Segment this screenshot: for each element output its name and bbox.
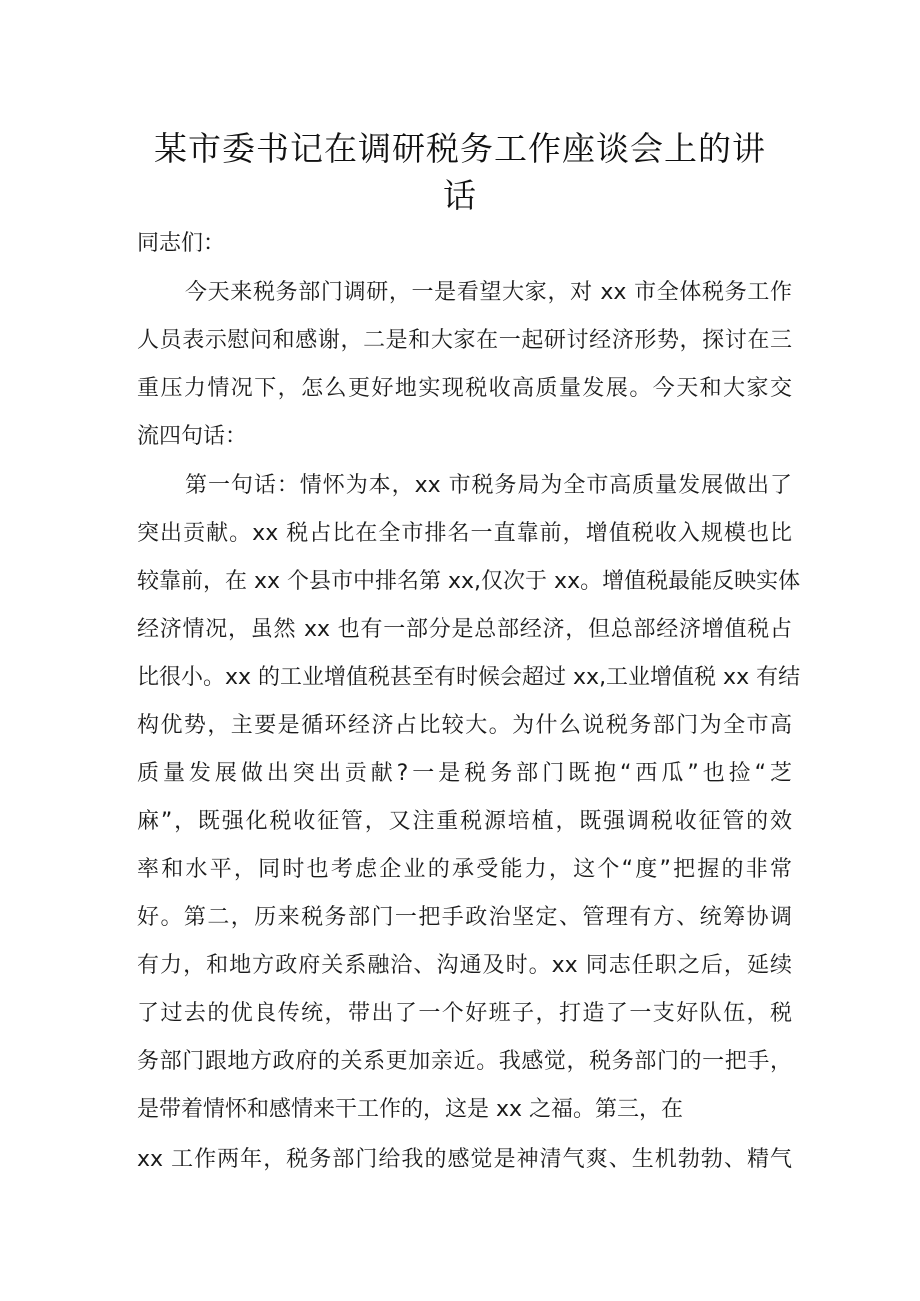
body-line: 今天来税务部门调研，一是看望大家，对 xx 市全体税务工作 [185,280,792,305]
body-line: 是带着情怀和感情来干工作的，这是 xx 之福。第三，在 [137,1097,684,1122]
document-title-line-2: 话 [443,176,477,215]
body-line: 质量发展做出突出贡献?一是税务部门既抱“西瓜”也捡“芝 [137,761,792,786]
body-line: 第一句话：情怀为本，xx 市税务局为全市高质量发展做出了 [185,473,792,498]
body-line: 麻”，既强化税收征管，又注重税源培植，既强调税收征管的效 [137,809,792,834]
document-title-line-1: 某市委书记在调研税务工作座谈会上的讲 [154,129,766,168]
body-line: 比很小。xx 的工业增值税甚至有时候会超过 xx,工业增值税 xx 有结 [137,665,801,690]
body-line: 有力，和地方政府关系融洽、沟通及时。xx 同志任职之后，延续 [137,953,792,978]
body-line: 较靠前，在 xx 个县市中排名第 xx,仅次于 xx。增值税最能反映实体 [137,569,801,594]
body-line: 人员表示慰问和感谢，二是和大家在一起研讨经济形势，探讨在三 [137,328,792,353]
body-line: 了过去的优良传统，带出了一个好班子，打造了一支好队伍，税 [137,1001,792,1026]
body-line: 好。第二，历来税务部门一把手政治坚定、管理有方、统筹协调 [137,905,792,930]
body-line: 重压力情况下，怎么更好地实现税收高质量发展。今天和大家交 [137,376,792,401]
body-line: 经济情况，虽然 xx 也有一部分是总部经济，但总部经济增值税占 [137,617,792,642]
body-line: 构优势，主要是循环经济占比较大。为什么说税务部门为全市高 [137,713,792,738]
body-line: 务部门跟地方政府的关系更加亲近。我感觉，税务部门的一把手， [137,1049,792,1074]
body-line: 率和水平，同时也考虑企业的承受能力，这个“度”把握的非常 [137,857,792,882]
body-line: 流四句话： [137,424,248,449]
body-line: 突出贡献。xx 税占比在全市排名一直靠前，增值税收入规模也比 [137,521,792,546]
body-line: xx 工作两年，税务部门给我的感觉是神清气爽、生机勃勃、精气 [137,1147,792,1172]
salutation: 同志们： [137,231,226,256]
